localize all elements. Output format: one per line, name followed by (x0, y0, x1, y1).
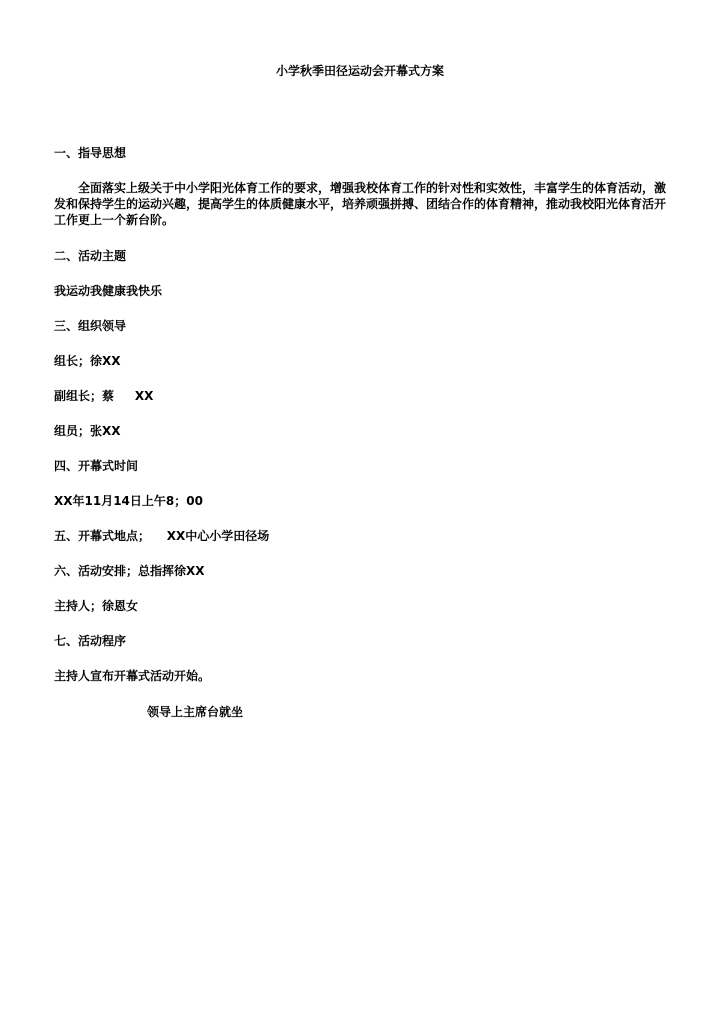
section-arrangement: 六、活动安排；总指挥徐XX (54, 564, 205, 578)
time-text: XX年11月14日上午8；00 (54, 494, 203, 508)
section-location: 五、开幕式地点； XX中心小学田径场 (54, 529, 270, 543)
deputy-leader-line: 副组长；蔡 XX (54, 389, 154, 403)
procedure-step-1: 主持人宣布开幕式活动开始。 (54, 669, 211, 683)
procedure-step-2: 领导上主席台就坐 (147, 705, 244, 719)
document-title: 小学秋季田径运动会开幕式方案 (275, 64, 444, 78)
section-heading-leadership: 三、组织领导 (54, 319, 127, 333)
section-heading-guiding-thought: 一、指导思想 (54, 146, 127, 160)
leader-line: 组长；徐XX (54, 354, 121, 368)
section-heading-time: 四、开幕式时间 (54, 459, 139, 473)
section-heading-theme: 二、活动主题 (54, 249, 127, 263)
member-line: 组员；张XX (54, 424, 121, 438)
guiding-thought-paragraph: 全面落实上级关于中小学阳光体育工作的要求，增强我校体育工作的针对性和实效性，丰富学生的体育活动，激发和保持学生的运动兴趣，提高学生的体质健康水平，培养顽强拼搏、团结合作的体育精神，推动我校阳光体育活开工作更上一个新台阶。 (54, 181, 667, 227)
section-heading-procedure: 七、活动程序 (54, 634, 127, 648)
host-line: 主持人；徐恩女 (54, 599, 139, 613)
theme-text: 我运动我健康我快乐 (54, 284, 163, 298)
